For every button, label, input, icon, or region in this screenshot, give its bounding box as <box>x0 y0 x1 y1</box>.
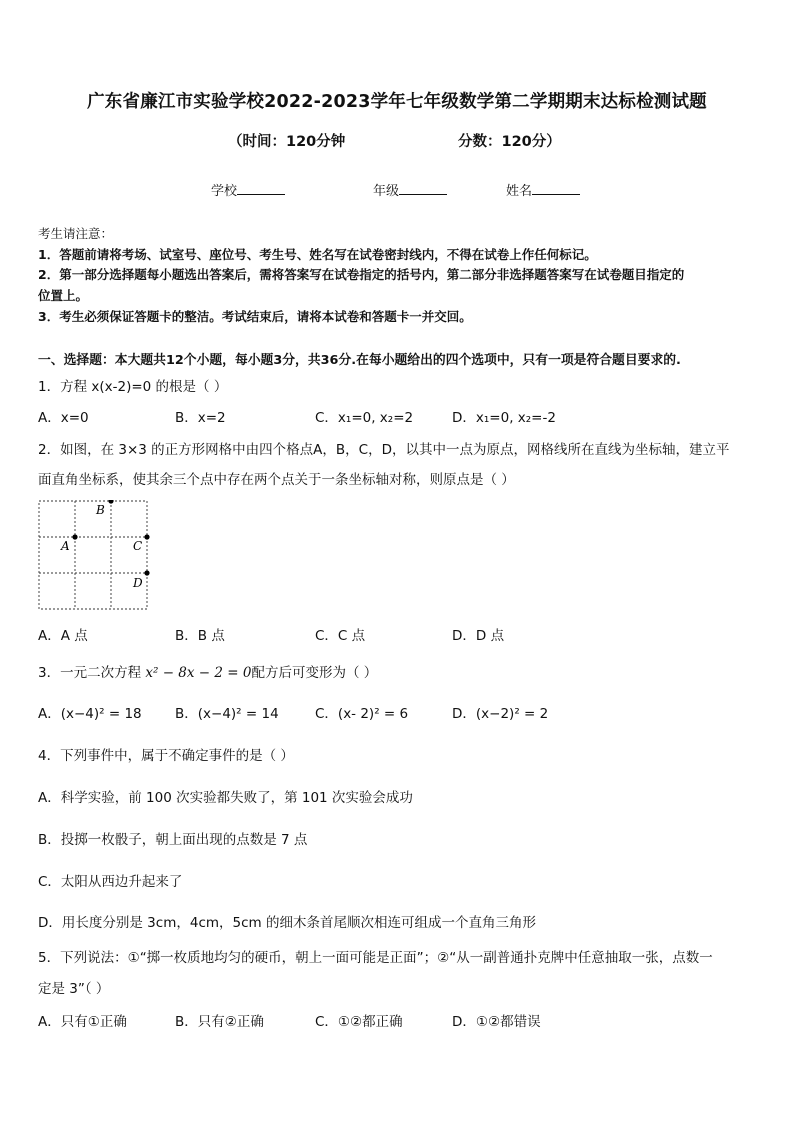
q3-option-c: C．(x- 2)² = 6 <box>315 706 409 722</box>
q2-option-a: A．A 点 <box>38 628 88 644</box>
q4-option-a: A．科学实验，前 100 次实验都失败了，第 101 次实验会成功 <box>38 790 413 806</box>
point-c <box>144 534 149 539</box>
q3-option-d: D．(x−2)² = 2 <box>452 706 549 722</box>
school-blank[interactable] <box>237 182 285 195</box>
label-a: A <box>61 539 70 553</box>
notice-line-3: 3．考生必须保证答题卡的整洁。考试结束后，请将本试卷和答题卡一并交回。 <box>38 309 472 324</box>
notice-line-2b: 位置上。 <box>38 288 89 303</box>
section-heading: 一、选择题：本大题共12个小题，每小题3分，共36分.在每小题给出的四个选项中，只有一项是符合题目要求的. <box>38 353 681 368</box>
q1-option-d: D．x₁=0, x₂=-2 <box>452 410 556 426</box>
name-blank[interactable] <box>532 182 580 195</box>
grid-lines <box>39 501 147 609</box>
notice-heading: 考生请注意： <box>38 226 114 241</box>
q3-option-b: B．(x−4)² = 14 <box>175 706 279 722</box>
q3-option-a: A．(x−4)² = 18 <box>38 706 142 722</box>
q5-option-a: A．只有①正确 <box>38 1014 127 1030</box>
q2-stem-line-1: 2．如图，在 3×3 的正方形网格中由四个格点A，B，C，D，以其中一点为原点，网格线所在直线为坐标轴，建立平 <box>38 442 730 458</box>
grid-border <box>39 501 147 609</box>
grade-field: 年级 <box>373 180 447 199</box>
q3-stem: 3．一元二次方程 x² − 8x − 2 = 0配方后可变形为（ ） <box>38 665 378 681</box>
q3-equation: x² − 8x − 2 = 0 <box>145 665 252 681</box>
q4-stem: 4．下列事件中，属于不确定事件的是（ ） <box>38 748 294 764</box>
point-b <box>108 500 113 504</box>
q4-option-b: B．投掷一枚骰子，朝上面出现的点数是 7 点 <box>38 832 308 848</box>
notice-line-2a: 2．第一部分选择题每小题选出答案后，需将答案写在试卷指定的括号内，第二部分非选择题答案写在试卷题目指定的 <box>38 267 685 282</box>
q5-stem-line-1: 5．下列说法：①“掷一枚质地均匀的硬币，朝上一面可能是正面”；②“从一副普通扑克牌中任意抽取一张，点数一 <box>38 950 713 966</box>
name-field: 姓名 <box>506 180 580 199</box>
q1-stem: 1．方程 x(x-2)=0 的根是（ ） <box>38 379 228 395</box>
q1-option-c: C．x₁=0, x₂=2 <box>315 410 414 426</box>
label-c: C <box>133 539 143 553</box>
q1-option-a: A．x=0 <box>38 410 89 426</box>
q2-option-c: C．C 点 <box>315 628 366 644</box>
q4-option-d: D．用长度分别是 3cm，4cm，5cm 的细木条首尾顺次相连可组成一个直角三角形 <box>38 915 536 931</box>
label-b: B <box>96 503 105 517</box>
q5-option-d: D．①②都错误 <box>452 1014 541 1030</box>
q5-stem-line-2: 定是 3”（ ） <box>38 981 110 997</box>
exam-score: 分数：120分） <box>458 134 561 150</box>
q2-stem-line-2: 面直角坐标系，使其余三个点中存在两个点关于一条坐标轴对称，则原点是（ ） <box>38 472 515 488</box>
point-a <box>72 534 77 539</box>
q2-grid-figure <box>38 500 148 610</box>
page-title: 广东省廉江市实验学校2022-2023学年七年级数学第二学期期末达标检测试题 <box>87 92 707 112</box>
label-d: D <box>133 576 143 590</box>
q5-option-b: B．只有②正确 <box>175 1014 264 1030</box>
grid-svg <box>38 500 150 612</box>
notice-line-1: 1．答题前请将考场、试室号、座位号、考生号、姓名写在试卷密封线内，不得在试卷上作任何标记。 <box>38 247 597 262</box>
q4-option-c: C．太阳从西边升起来了 <box>38 874 183 890</box>
exam-time: （时间：120分钟 <box>228 134 346 150</box>
school-field: 学校 <box>211 180 285 199</box>
q2-option-b: B．B 点 <box>175 628 225 644</box>
q5-option-c: C．①②都正确 <box>315 1014 403 1030</box>
q1-option-b: B．x=2 <box>175 410 226 426</box>
point-d <box>144 570 149 575</box>
q2-option-d: D．D 点 <box>452 628 505 644</box>
grade-blank[interactable] <box>399 182 447 195</box>
